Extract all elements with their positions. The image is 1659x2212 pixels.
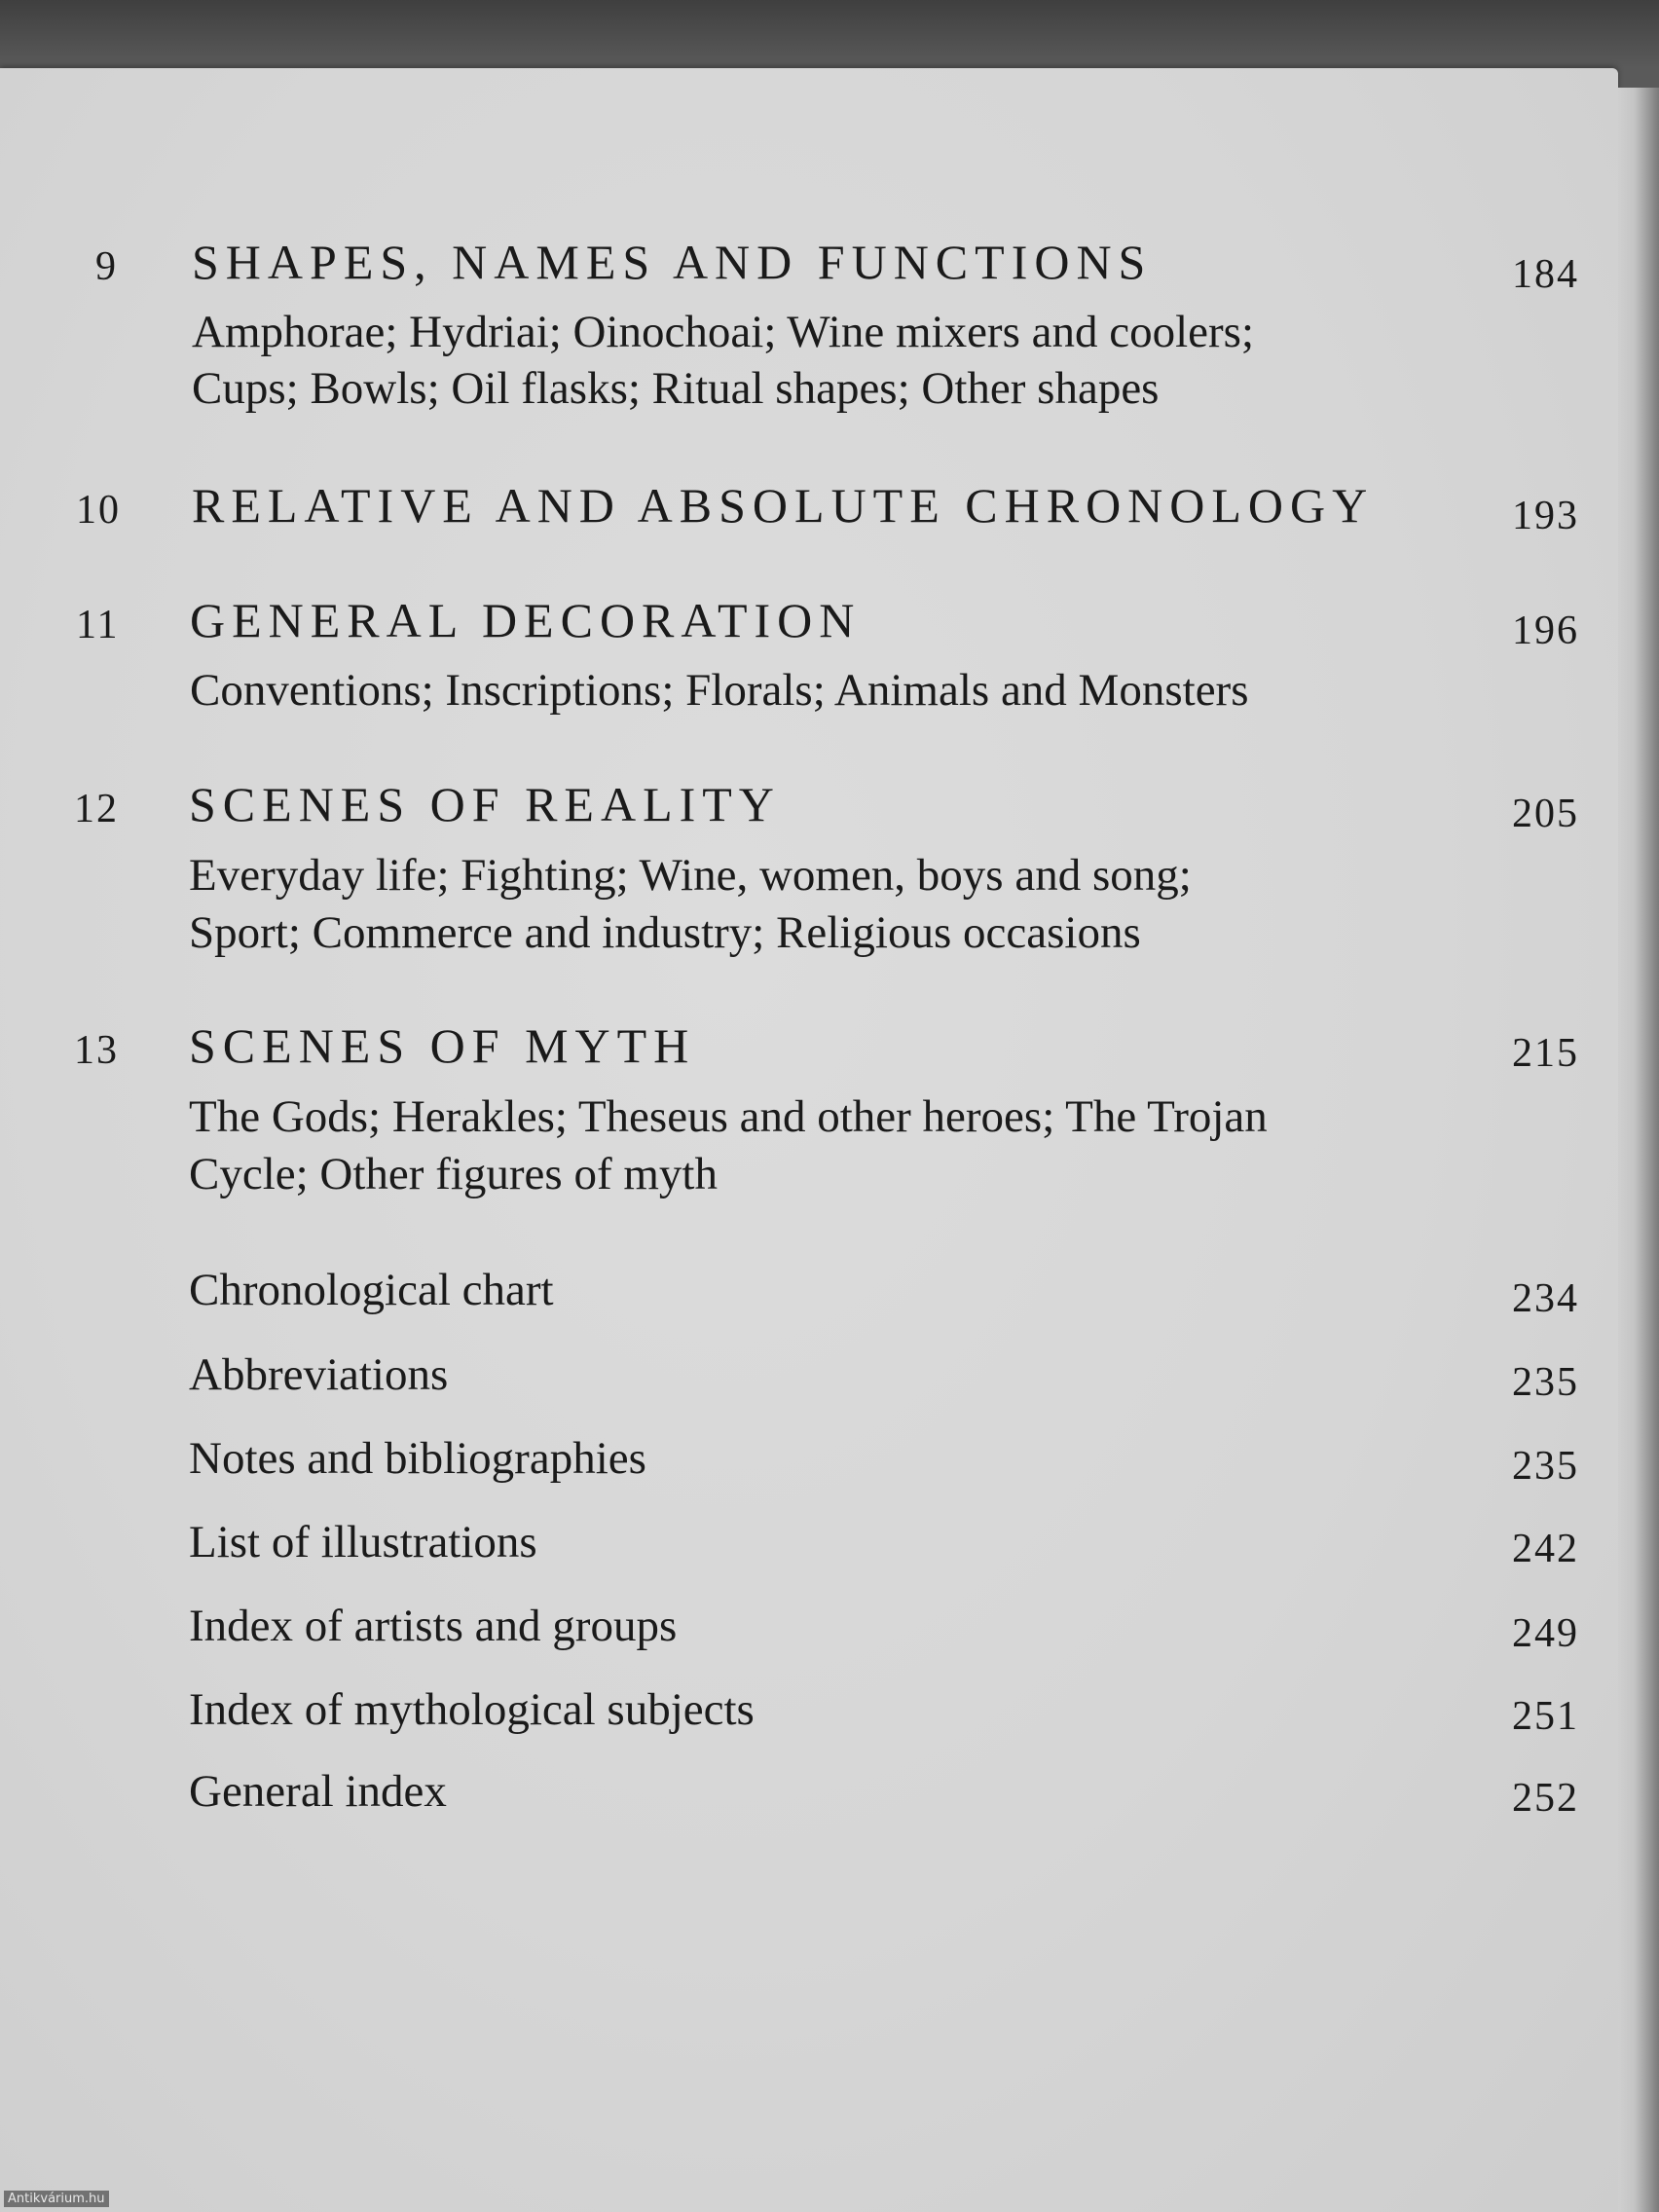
entry-page-number: 252: [1512, 1776, 1579, 1821]
entry-title: Abbreviations: [189, 1349, 449, 1400]
chapter-title: RELATIVE AND ABSOLUTE CHRONOLOGY: [192, 478, 1375, 533]
chapter-page-number: 193: [1512, 494, 1579, 538]
chapter-number: 10: [76, 488, 121, 533]
entry-title: General index: [189, 1766, 447, 1817]
chapter-page-number: 196: [1512, 608, 1579, 653]
chapter-number: 13: [74, 1028, 119, 1073]
entry-title: Index of artists and groups: [189, 1601, 678, 1651]
entry-page-number: 251: [1512, 1694, 1579, 1739]
entry-page-number: 234: [1512, 1276, 1579, 1321]
entry-page-number: 235: [1512, 1360, 1579, 1405]
chapter-subtopics-line-1: Amphorae; Hydriai; Oinochoai; Wine mixers and coolers;: [192, 307, 1255, 357]
chapter-subtopics-line-2: Cups; Bowls; Oil flasks; Ritual shapes; Other shapes: [192, 363, 1160, 414]
chapter-title: SCENES OF MYTH: [189, 1018, 696, 1073]
chapter-number: 11: [76, 603, 120, 647]
chapter-subtopics-line-1: The Gods; Herakles; Theseus and other heroes; The Trojan: [189, 1091, 1268, 1142]
chapter-title: SHAPES, NAMES AND FUNCTIONS: [192, 235, 1153, 289]
chapter-number: 9: [95, 244, 118, 289]
entry-title: List of illustrations: [189, 1517, 537, 1567]
chapter-title: GENERAL DECORATION: [190, 593, 862, 647]
chapter-page-number: 184: [1512, 252, 1579, 297]
watermark-label: Antikvárium.hu: [4, 2191, 109, 2207]
chapter-number: 12: [74, 787, 119, 831]
entry-title: Chronological chart: [189, 1265, 554, 1315]
chapter-subtopics-line-2: Sport; Commerce and industry; Religious occasions: [189, 907, 1141, 958]
chapter-subtopics-line-2: Cycle; Other figures of myth: [189, 1149, 718, 1199]
chapter-subtopics-line-1: Everyday life; Fighting; Wine, women, boys and song;: [189, 850, 1192, 901]
entry-page-number: 249: [1512, 1611, 1579, 1656]
entry-title: Notes and bibliographies: [189, 1433, 646, 1484]
entry-page-number: 242: [1512, 1527, 1579, 1571]
chapter-title: SCENES OF REALITY: [189, 777, 781, 831]
chapter-page-number: 205: [1512, 792, 1579, 836]
chapter-page-number: 215: [1512, 1031, 1579, 1076]
entry-title: Index of mythological subjects: [189, 1684, 755, 1735]
chapter-subtopics-line-1: Conventions; Inscriptions; Florals; Animals and Monsters: [190, 665, 1249, 716]
entry-page-number: 235: [1512, 1444, 1579, 1489]
